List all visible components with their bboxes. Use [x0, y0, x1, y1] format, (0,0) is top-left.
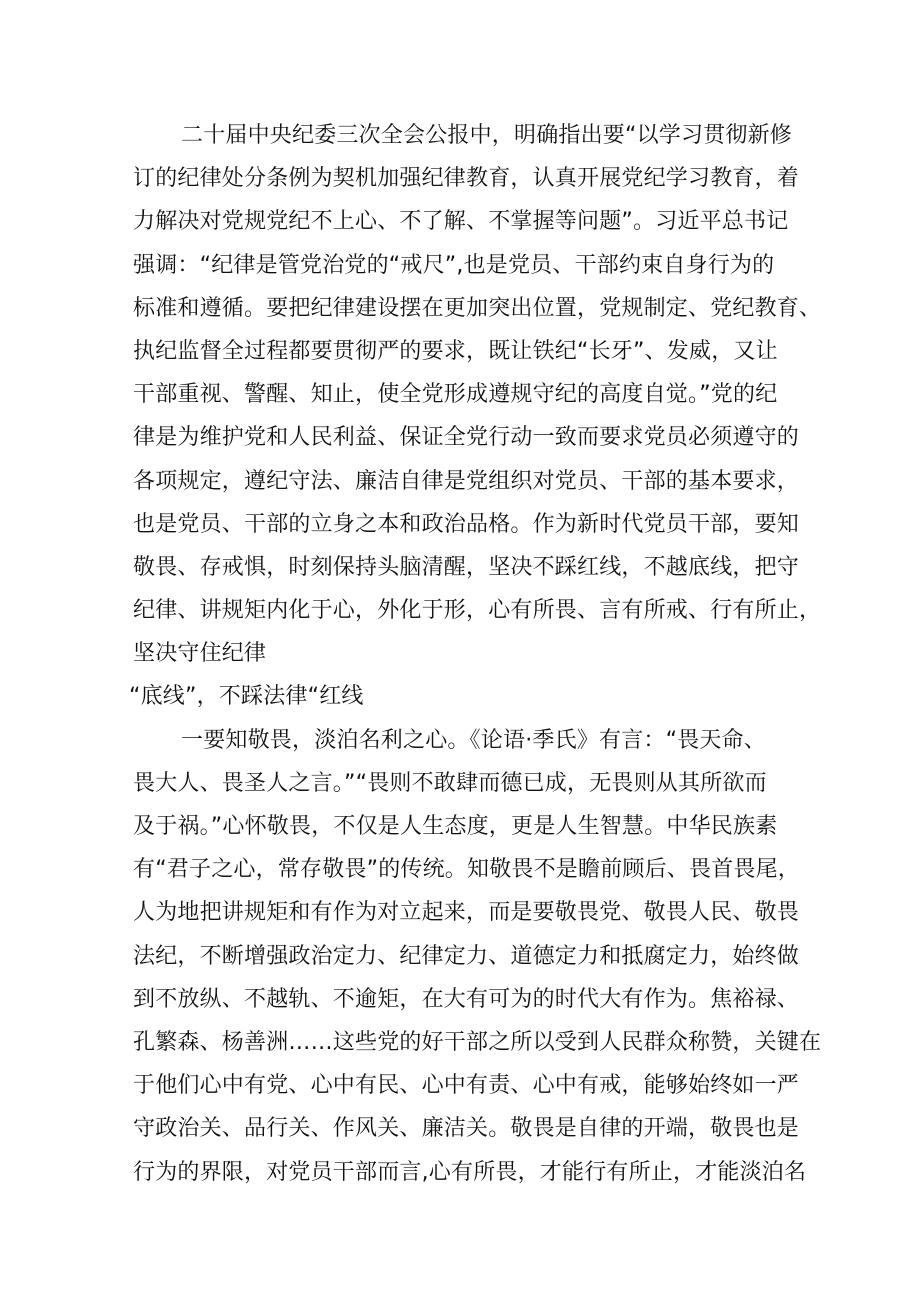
paragraph-line: 干部重视、警醒、知止，使全党形成遵规守纪的高度自觉。”党的纪 [133, 382, 778, 408]
paragraph-line: 孔繁森、杨善洲……这些党的好干部之所以受到人民群众称赞，关键在 [133, 1029, 822, 1055]
paragraph-know-reverence [133, 719, 822, 1194]
paragraph-line: 也是党员、干部的立身之本和政治品格。作为新时代党员干部，要知 [133, 511, 800, 537]
paragraph-line: 力解决对党规党纪不上心、不了解、不掌握等问题”。习近平总书记 [133, 209, 789, 235]
paragraph-line: 敬畏、存戒惧，时刻保持头脑清醒，坚决不踩红线，不越底线，把守 [133, 554, 800, 580]
paragraph-line: 律是为维护党和人民利益、保证全党行动一致而要求党员必须遵守的 [133, 425, 800, 451]
paragraph-line: 行为的界限，对党员干部而言,心有所畏，才能行有所止，才能淡泊名 [133, 1159, 807, 1185]
paragraph-line: 强调：“纪律是管党治党的“戒尺”,也是党员、干部约束自身行为的 [133, 252, 775, 278]
paragraph-line: 执纪监督全过程都要贯彻严的要求，既让铁纪“长牙”、发威，又让 [133, 338, 778, 364]
paragraph-line: 一要知敬畏，淡泊名利之心。《论语·季氏》有言：“畏天命、 [181, 727, 766, 753]
paragraph-line: 二十届中央纪委三次全会公报中，明确指出要“以学习贯彻新修 [181, 123, 792, 148]
paragraph-line: 坚决守住纪律 [133, 641, 267, 667]
paragraph-line: 守政治关、品行关、作风关、廉洁关。敬畏是自律的开端，敬畏也是 [133, 1116, 800, 1142]
paragraph-line: 到不放纵、不越轨、不逾矩，在大有可为的时代大有作为。焦裕禄、 [133, 986, 800, 1012]
paragraph-line: 订的纪律处分条例为契机加强纪律教育，认真开展党纪学习教育，着 [133, 166, 800, 192]
document-body [129, 114, 822, 1194]
paragraph-line: 各项规定，遵纪守法、廉洁自律是党组织对党员、干部的基本要求， [133, 468, 800, 494]
paragraph-line: 及于祸。”心怀敬畏，不仅是人生态度，更是人生智慧。中华民族素 [133, 814, 778, 839]
paragraph-discipline-intro [133, 114, 822, 675]
section-subheading: “底线”，不踩法律“红线 [129, 684, 364, 710]
paragraph-line: 法纪，不断增强政治定力、纪律定力、道德定力和抵腐定力，始终做 [133, 943, 800, 969]
paragraph-line: 纪律、讲规矩内化于心，外化于形，心有所畏、言有所戒、行有所止， [133, 598, 822, 624]
paragraph-line: 有“君子之心，常存敬畏”的传统。知敬畏不是瞻前顾后、畏首畏尾， [133, 857, 800, 883]
paragraph-line: 标准和遵循。要把纪律建设摆在更加突出位置，党规制定、党纪教育、 [133, 295, 822, 321]
paragraph-line: 于他们心中有党、心中有民、心中有责、心中有戒，能够始终如一严 [133, 1073, 800, 1099]
paragraph-line: 畏大人、畏圣人之言。”“畏则不敢肆而德已成，无畏则从其所欲而 [133, 770, 767, 796]
paragraph-line: 人为地把讲规矩和有作为对立起来，而是要敬畏党、敬畏人民、敬畏 [133, 900, 800, 926]
